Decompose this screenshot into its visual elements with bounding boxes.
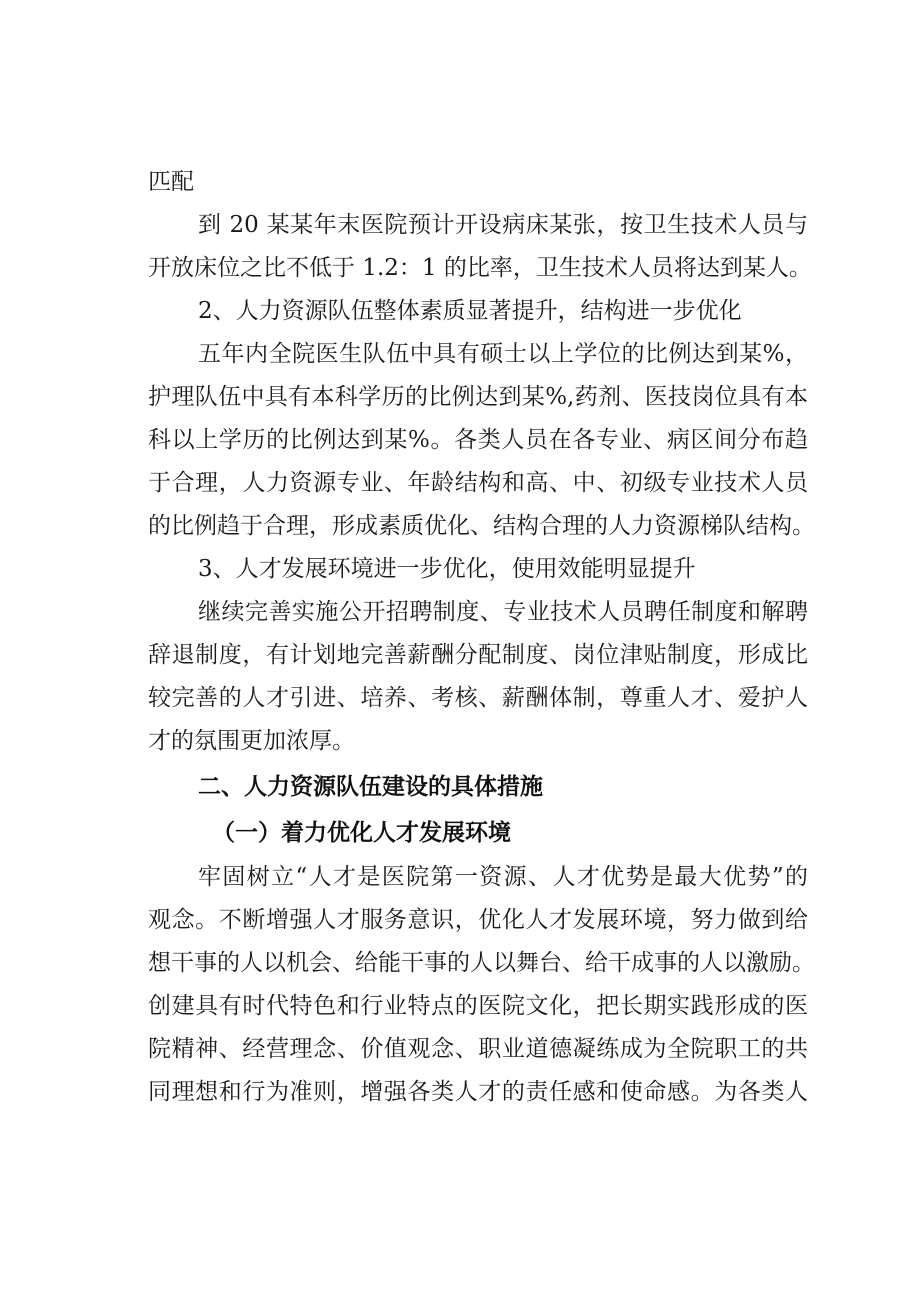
section-heading: 二、人力资源队伍建设的具体措施 — [198, 774, 543, 800]
text-line: 牢固树立“人才是医院第一资源、人才优势是最大优势”的 — [198, 864, 808, 890]
text-line: 于合理，人力资源专业、年龄结构和高、中、初级专业技术人员 — [148, 470, 808, 496]
subsection-heading: （一）着力优化人才发展环境 — [212, 820, 511, 846]
text-line: 五年内全院医生队伍中具有硕士以上学位的比例达到某%， — [198, 341, 808, 367]
text-line: 辞退制度，有计划地完善薪酬分配制度、岗位津贴制度，形成比 — [148, 642, 808, 668]
text-line: 继续完善实施公开招聘制度、专业技术人员聘任制度和解聘 — [198, 599, 808, 625]
section-subheading: 3、人才发展环境进一步优化，使用效能明显提升 — [198, 556, 696, 582]
text-line: 匹配 — [148, 169, 194, 195]
text-line: 同理想和行为准则，增强各类人才的责任感和使命感。为各类人 — [148, 1079, 808, 1105]
text-line: 观念。不断增强人才服务意识，优化人才发展环境，努力做到给 — [148, 907, 808, 933]
text-line: 到 20 某某年末医院预计开设病床某张，按卫生技术人员与 — [198, 212, 808, 238]
text-line: 科以上学历的比例达到某%。各类人员在各专业、病区间分布趋 — [148, 427, 808, 453]
text-line: 院精神、经营理念、价值观念、职业道德凝练成为全院职工的共 — [148, 1036, 808, 1062]
section-subheading: 2、人力资源队伍整体素质显著提升，结构进一步优化 — [198, 298, 742, 324]
text-line: 较完善的人才引进、培养、考核、薪酬体制，尊重人才、爱护人 — [148, 685, 808, 711]
text-line: 创建具有时代特色和行业特点的医院文化，把长期实践形成的医 — [148, 993, 808, 1019]
text-line: 才的氛围更加浓厚。 — [148, 728, 355, 754]
text-line: 想干事的人以机会、给能干事的人以舞台、给干成事的人以激励。 — [148, 950, 815, 976]
text-line: 的比例趋于合理，形成素质优化、结构合理的人力资源梯队结构。 — [148, 513, 815, 539]
text-line: 护理队伍中具有本科学历的比例达到某%,药剂、医技岗位具有本 — [148, 384, 808, 410]
text-line: 开放床位之比不低于 1.2：1 的比率，卫生技术人员将达到某人。 — [148, 255, 812, 281]
